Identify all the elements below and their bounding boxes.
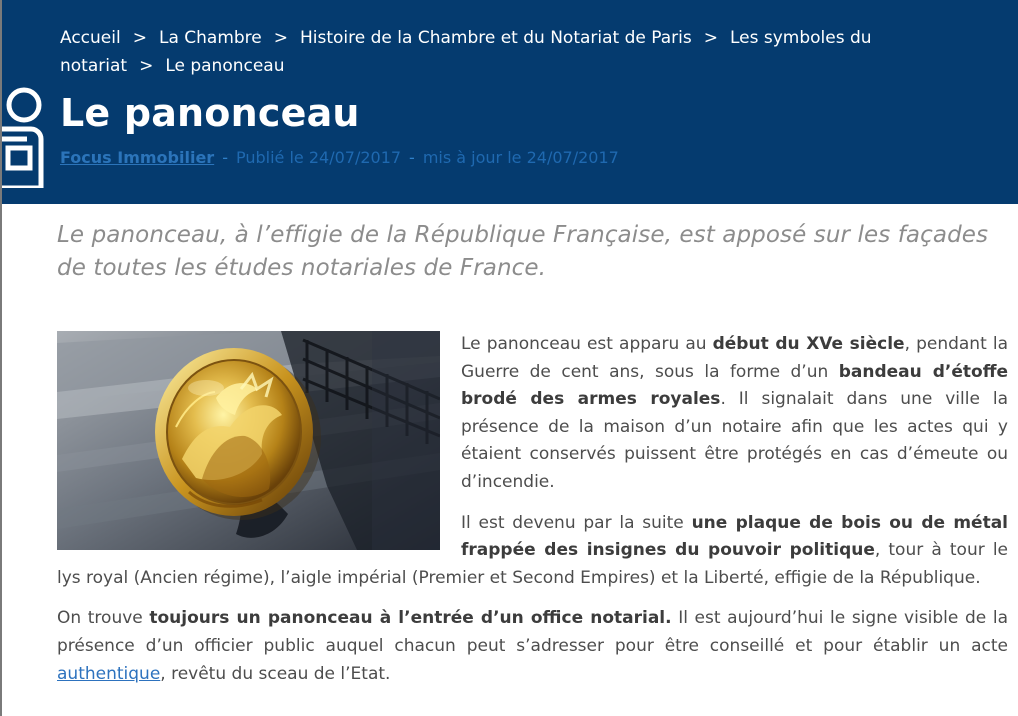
article-meta bbox=[60, 145, 619, 171]
bold-phrase-date: début du XVe siècle bbox=[712, 334, 905, 354]
paragraph-text: , pendant la Guerre de cent ans, sous la forme d’un bbox=[461, 334, 1008, 382]
breadcrumb-home[interactable]: Accueil bbox=[60, 28, 121, 48]
breadcrumb-histoire[interactable]: Histoire de la Chambre et du Notariat de Paris bbox=[300, 28, 692, 48]
article-header bbox=[0, 0, 1018, 204]
page-title: Le panonceau bbox=[60, 91, 360, 135]
panonceau-photo bbox=[57, 331, 440, 550]
notary-logo-icon bbox=[0, 84, 48, 188]
paragraph-text: Il est aujourd’hui le signe visible de la présence d’un officier public auquel chacun peut s’adresser pour être conseillé et pour établir un acte bbox=[57, 608, 1008, 656]
meta-separator: - bbox=[222, 148, 228, 167]
paragraph-text: . Il signalait dans une ville la présence de la maison d’un notaire afin que les actes qui y étaient conservés puissent être protégés en cas d’émeute ou d’incendie. bbox=[461, 389, 1008, 492]
paragraph-text: , revêtu du sceau de l’Etat. bbox=[160, 663, 391, 684]
article-category-link[interactable]: Focus Immobilier bbox=[60, 148, 215, 167]
breadcrumb-symboles[interactable]: Les symboles du notariat bbox=[60, 28, 872, 76]
published-date: Publié le 24/07/2017 bbox=[235, 148, 402, 167]
article-lead: Le panonceau, à l’effigie de la République Française, est apposé sur les façades de toutes les études notariales de France. bbox=[57, 222, 989, 281]
breadcrumb-la-chambre[interactable]: La Chambre bbox=[158, 28, 262, 48]
paragraph-text: Le panonceau est apparu au bbox=[461, 334, 713, 354]
paragraph-text: , tour à tour le lys royal (Ancien régime), l’aigle impérial (Premier et Second Empires) et la Liberté, effigie de la République. bbox=[57, 540, 1009, 588]
breadcrumb-separator: > bbox=[132, 28, 147, 48]
left-window-border bbox=[0, 0, 2, 716]
article-content bbox=[57, 331, 1008, 701]
paragraph-text: Il est devenu par la suite bbox=[461, 512, 692, 533]
paragraph-current-use bbox=[57, 605, 1008, 688]
bold-phrase-notarial-office: toujours un panonceau à l’entrée d’un office notarial. bbox=[149, 608, 672, 629]
breadcrumb bbox=[60, 24, 980, 80]
breadcrumb-separator: > bbox=[703, 28, 718, 48]
paragraph-text: On trouve bbox=[57, 608, 150, 629]
bold-phrase-political-insignia: une plaque de bois ou de métal frappée des insignes du pouvoir politique bbox=[461, 512, 1008, 561]
updated-date: mis à jour le 24/07/2017 bbox=[422, 148, 619, 167]
bold-phrase-royal-fabric: bandeau d’étoffe brodé des armes royales bbox=[461, 361, 1008, 410]
authentique-link[interactable]: authentique bbox=[57, 663, 161, 684]
meta-separator: - bbox=[409, 148, 415, 167]
breadcrumb-separator: > bbox=[273, 28, 288, 48]
breadcrumb-current-page: Le panonceau bbox=[165, 56, 285, 76]
breadcrumb-separator: > bbox=[139, 56, 154, 76]
